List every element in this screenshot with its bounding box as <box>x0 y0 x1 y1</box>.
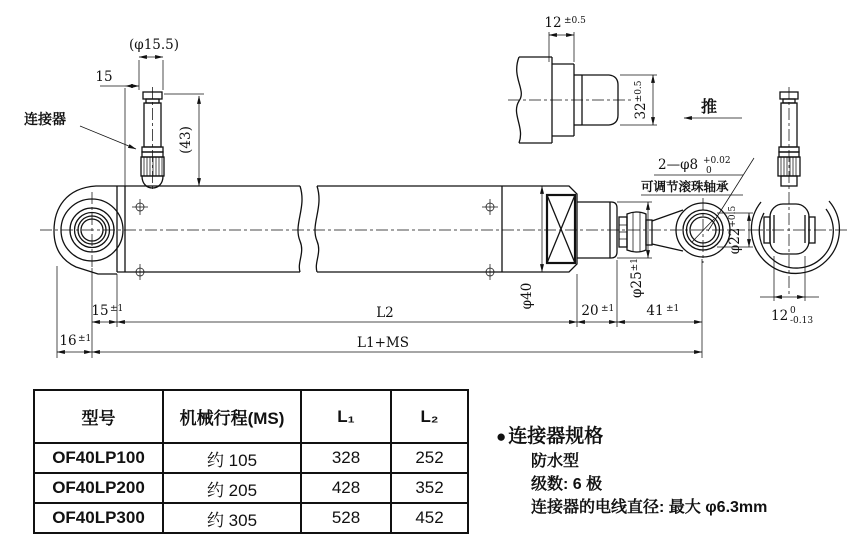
dim-15: 15 <box>95 69 113 85</box>
connector-dimensions <box>24 37 204 186</box>
cell-stroke: 约 105 <box>163 443 301 473</box>
spec-line-poles: 级数: 6 极 <box>531 476 603 493</box>
connector-component <box>141 87 164 192</box>
dim-41-value: 41 <box>646 303 664 319</box>
push-label: 推 <box>701 99 718 116</box>
dim-12-tol: ±0.5 <box>564 16 586 26</box>
push-direction <box>684 97 742 118</box>
dim-L2: L2 <box>376 305 394 321</box>
dim-20-value: 20 <box>581 303 599 319</box>
dim-15b-value: 15 <box>91 303 109 319</box>
end-view <box>751 87 849 326</box>
knurl-hatch <box>144 157 162 176</box>
holes-label: 2—φ8 <box>658 157 699 173</box>
coupler-nut <box>619 212 652 252</box>
col-header-model: 型号 <box>34 390 163 443</box>
rod-end-eye <box>652 198 730 263</box>
col-header-stroke: 机械行程(MS) <box>163 390 301 443</box>
rear-cap-detail <box>508 15 657 143</box>
cell-model: OF40LP200 <box>34 473 163 503</box>
cell-stroke: 约 305 <box>163 503 301 533</box>
cell-l1: 428 <box>301 473 391 503</box>
dim-20-tol: ±1 <box>601 304 615 314</box>
dim-15b-tol: ±1 <box>110 304 124 314</box>
spec-line-wire-diameter: 连接器的电线直径: 最大 φ6.3mm <box>531 499 768 516</box>
cell-model: OF40LP100 <box>34 443 163 473</box>
screw-mark <box>482 264 498 280</box>
holes-tol-top: +0.02 <box>703 156 731 166</box>
dim-phi15-5: (φ15.5) <box>128 37 180 53</box>
bullet-icon: ● <box>496 427 507 446</box>
connector-specs-block <box>496 424 767 519</box>
dim-32-tol: ±0.5 <box>634 80 644 103</box>
col-header-l1: L₁ <box>301 390 391 443</box>
connector-specs-title <box>496 424 767 450</box>
cell-l2: 252 <box>391 443 468 473</box>
dim-phi22-tol: +0.5 <box>728 205 738 228</box>
svg-text:φ25±1 <box>629 258 645 298</box>
diameter-dimensions <box>519 186 753 309</box>
cell-model: OF40LP300 <box>34 503 163 533</box>
table-row <box>34 473 468 503</box>
table-header-row <box>34 390 468 443</box>
length-dimensions <box>57 259 702 358</box>
dim-phi25-value: φ25 <box>629 271 645 298</box>
dim-phi22-value: φ22 <box>727 227 743 255</box>
screw-mark <box>132 264 148 280</box>
dim-phi25-tol: ±1 <box>630 258 640 272</box>
model-spec-table <box>33 389 469 534</box>
dim-43: (43) <box>178 126 194 154</box>
cylinder-tube <box>117 186 502 280</box>
dim-12r-tol-top: 0 <box>790 306 796 316</box>
knurl-hatch <box>781 157 796 176</box>
cell-l1: 328 <box>301 443 391 473</box>
holes-tol-bot: 0 <box>706 166 712 176</box>
dim-L1MS: L1+MS <box>357 335 409 351</box>
spec-line-waterproof: 防水型 <box>531 453 580 470</box>
table-row <box>34 443 468 473</box>
dim-41-tol: ±1 <box>666 304 680 314</box>
table-row <box>34 503 468 533</box>
connector-label: 连接器 <box>24 111 66 127</box>
dim-phi40: φ40 <box>519 282 535 310</box>
break-line-left <box>298 186 302 272</box>
cell-l2: 352 <box>391 473 468 503</box>
svg-text:32±0.5 <box>633 80 649 119</box>
break-line-right <box>315 186 319 272</box>
dim-16b-tol: ±1 <box>78 334 92 344</box>
dim-32-value: 32 <box>633 102 649 120</box>
dim-12r-value: 12 <box>771 308 789 324</box>
dim-16b-value: 16 <box>59 333 77 349</box>
cell-l2: 452 <box>391 503 468 533</box>
connector-specs-title-text: 连接器规格 <box>508 426 604 447</box>
screw-mark <box>482 199 498 215</box>
cell-stroke: 约 205 <box>163 473 301 503</box>
dim-12r-tol-bot: -0.13 <box>790 316 814 326</box>
bearing-label: 可调节滚珠轴承 <box>641 180 729 194</box>
end-housing <box>502 186 577 272</box>
screw-mark <box>132 199 148 215</box>
col-header-l2: L₂ <box>391 390 468 443</box>
cell-l1: 528 <box>301 503 391 533</box>
dim-12-value: 12 <box>544 15 562 31</box>
